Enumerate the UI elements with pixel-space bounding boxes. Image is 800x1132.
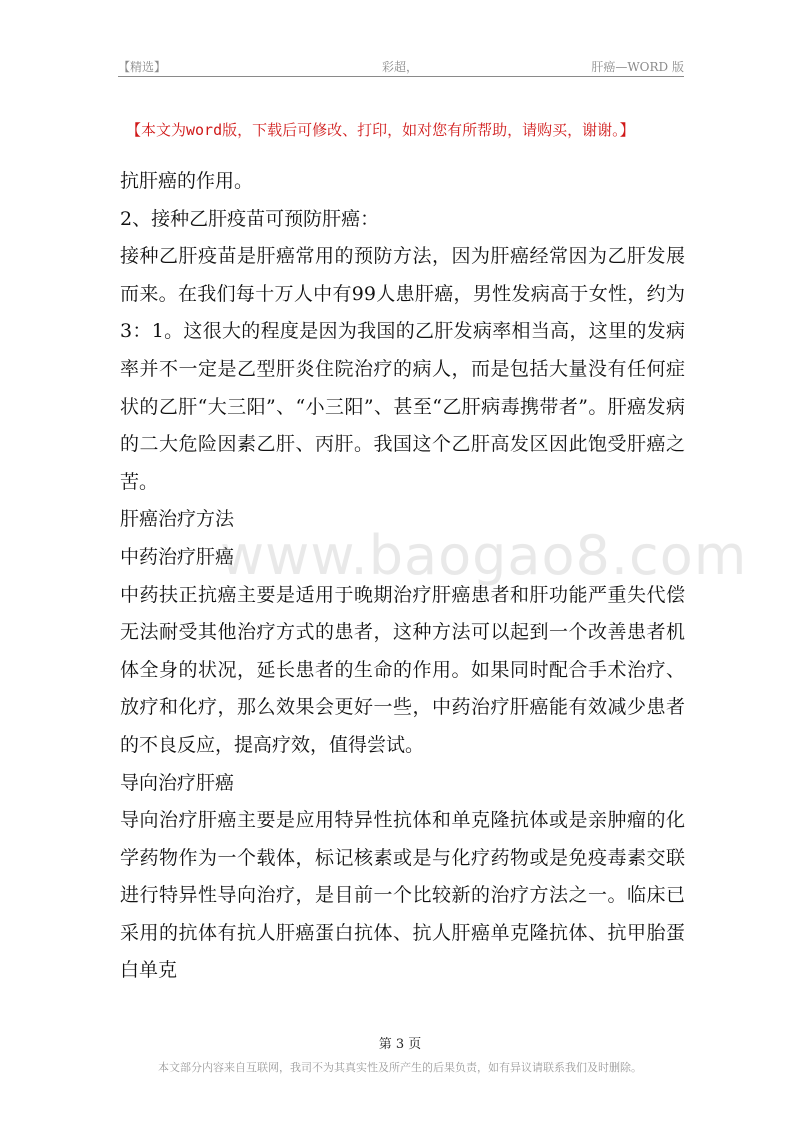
page-header	[118, 58, 684, 77]
download-notice: 【本文为word版，下载后可修改、打印，如对您有所帮助，请购买，谢谢。】	[126, 121, 635, 139]
body-paragraph: 接种乙肝疫苗是肝癌常用的预防方法，因为肝癌经常因为乙肝发展而来。在我们每十万人中有99人患肝癌，男性发病高于女性，约为3：1。这很大的程度是因为我国的乙肝发病率相当高，这里的发病率并不一定是乙型肝炎住院治疗的病人，而是包括大量没有任何症状的乙肝“大三阳”、“小三阳”、甚至“乙肝病毒携带者”。肝癌发病的二大危险因素乙肝、丙肝。我国这个乙肝高发区因此饱受肝癌之苦。	[120, 245, 685, 493]
watermark: www.baogao8.com	[220, 524, 748, 587]
body-paragraph: 抗肝癌的作用。	[120, 170, 254, 192]
page-number: 第 3 页	[378, 1037, 422, 1052]
body-paragraph: 中药扶正抗癌主要是适用于晚期治疗肝癌患者和肝功能严重失代偿无法耐受其他治疗方式的患者，这种方法可以起到一个改善患者机体全身的状况，延长患者的生命的作用。如果同时配合手术治疗、放疗和化疗，那么效果会更好一些，中药治疗肝癌能有效减少患者的不良反应，提高疗效，值得尝试。	[120, 583, 685, 756]
header-left-label: 【精选】	[118, 60, 167, 74]
header-right-label: 肝癌—WORD 版	[591, 60, 684, 74]
header-center-label: 彩超，	[382, 60, 419, 74]
section-heading: 肝癌治疗方法	[120, 508, 235, 531]
body-paragraph: 导向治疗肝癌主要是应用特异性抗体和单克隆抗体或是亲肿瘤的化学药物作为一个载体，标记核素或是与化疗药物或是免疫毒素交联进行特异性导向治疗，是目前一个比较新的治疗方法之一。临床已采用的抗体有抗人肝癌蛋白抗体、抗人肝癌单克隆抗体、抗甲胎蛋白单克	[120, 809, 685, 982]
section-heading: 导向治疗肝癌	[120, 771, 235, 794]
page-footer-disclaimer: 本文部分内容来自互联网，我司不为其真实性及所产生的后果负责，如有异议请联系我们及时删除。	[158, 1061, 642, 1074]
section-heading: 中药治疗肝癌	[120, 545, 235, 568]
body-paragraph: 2、接种乙肝疫苗可预防肝癌：	[120, 207, 380, 230]
